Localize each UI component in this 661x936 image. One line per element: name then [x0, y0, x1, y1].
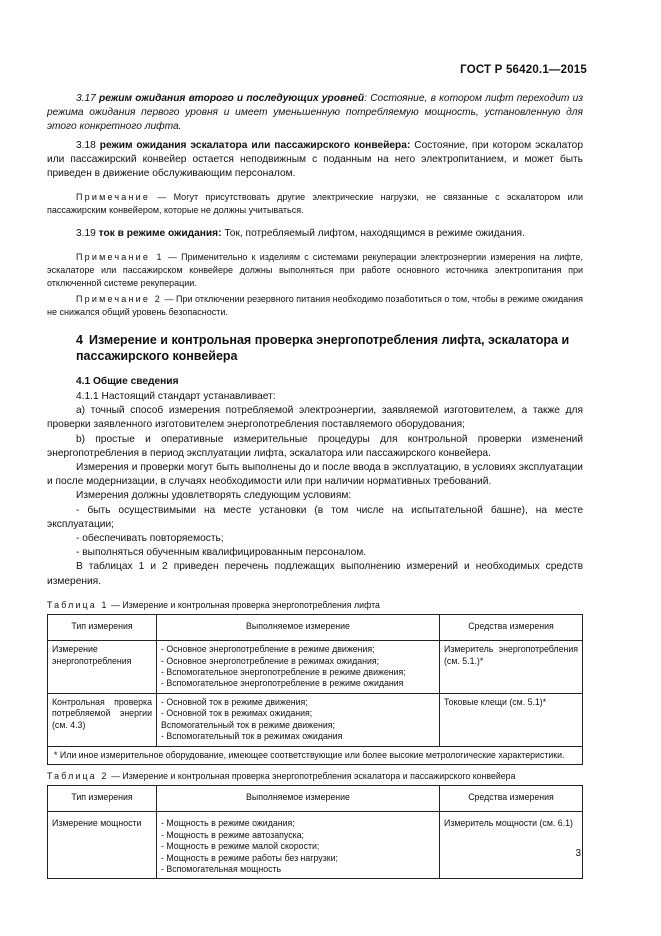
cell-line: - Основное энергопотребление в режиме движения; — [161, 644, 375, 655]
list-item-personnel: - выполняться обученным квалифицированным персоналом. — [76, 547, 367, 559]
list-item-repeatable: - обеспечивать повторяемость; — [76, 533, 224, 545]
def-text: Ток, потребляемый лифтом, находящимся в режиме ожидания. — [221, 227, 525, 239]
table-header-cell: Тип измерения — [48, 614, 157, 640]
note-3-18 — [47, 191, 583, 217]
standard-header: ГОСТ Р 56420.1—2015 — [460, 64, 587, 76]
paragraph-requirements: Измерения должны удовлетворять следующим условиям: — [76, 490, 352, 502]
list-item-feasible: - быть осуществимыми на месте установки (в том числе на испытательной башне), на месте эксплуатации; — [47, 504, 583, 530]
cell-line: Вспомогательный ток в режиме движения; — [161, 719, 335, 730]
cell-line: - Мощность в режиме малой скорости; — [161, 841, 320, 852]
note-text: — При отключении резервного питания необходимо позаботиться о том, чтобы в режиме ожидания не снижался общий уровень безопасности. — [47, 294, 583, 318]
note-label: Примечание 1 — [76, 252, 164, 263]
table-caption-text: — Измерение и контрольная проверка энергопотребления эскалатора и пассажирского конвейера — [108, 770, 516, 781]
note-label: Примечание 2 — [76, 294, 163, 305]
definition-3-18 — [47, 139, 583, 182]
table-cell: Токовые клещи (см. 5.1)* — [440, 693, 583, 746]
def-term: режим ожидания эскалатора или пассажирского конвейера: — [99, 139, 411, 151]
table-cell: Измеритель мощности (см. 6.1) — [440, 812, 583, 879]
page-content — [47, 92, 583, 879]
table-2 — [47, 785, 583, 879]
definition-3-17 — [47, 92, 583, 135]
table-cell: Измеритель энергопотребления (см. 5.1.)* — [440, 641, 583, 694]
def-term: режим ожидания второго и последующих уровней — [99, 93, 365, 104]
paragraph-conditions-intro: Измерения и проверки могут быть выполнены до и после ввода в эксплуатацию, в условиях эксплуатации и после модернизации, в случаях необходимости или при наличии нормативных требований. — [47, 462, 583, 488]
table-row — [48, 641, 583, 694]
table-caption-text: — Измерение и контрольная проверка энергопотребления лифта — [108, 599, 380, 610]
note-text: — Могут присутствовать другие электрические нагрузки, не связанные с эскалатором или пассажирским конвейером, которые не должны учитываться. — [47, 192, 583, 216]
paragraph-item-a: а) точный способ измерения потребляемой электроэнергии, заявляемой изготовителем, а также для проверки заявленного изготовителем энергопотребления поставляемого оборудования; — [47, 405, 583, 431]
page-number: 3 — [575, 848, 581, 859]
def-term: ток в режиме ожидания: — [98, 227, 222, 239]
table-1-caption — [47, 599, 583, 611]
section-number: 4 — [76, 333, 83, 347]
cell-line: - Основной ток в режиме движения; — [161, 696, 308, 707]
cell-line: - Мощность в режиме автозапуска; — [161, 829, 304, 840]
table-header-cell: Средства измерения — [440, 785, 583, 811]
table-label: Таблица 1 — [47, 599, 109, 610]
table-header-cell: Выполняемое измерение — [157, 785, 440, 811]
table-header-cell: Тип измерения — [48, 785, 157, 811]
table-1 — [47, 614, 583, 765]
note-3-19-2 — [47, 293, 583, 319]
subsection-4-1-heading: 4.1 Общие сведения — [76, 376, 179, 387]
cell-line: - Вспомогательный ток в режимах ожидания — [161, 731, 343, 742]
note-label: Примечание — [76, 192, 151, 203]
def-text: Состояние, при котором эскалатор или пассажирский конвейер остается неподвижным с поданным на него электропитанием, и может быть приведен в движение обслуживающим персоналом. — [47, 139, 583, 180]
table-cell — [157, 812, 440, 879]
section-4-heading — [47, 332, 583, 364]
table-row — [48, 812, 583, 879]
table-footnote-row — [48, 746, 583, 764]
paragraph-item-b: b) простые и оперативные измерительные процедуры для контрольной проверки изменений энергопотребления в период эксплуатации лифта, эскалатора или пассажирского конвейера. — [47, 433, 583, 459]
cell-line: - Вспомогательная мощность — [161, 863, 282, 874]
def-number: 3.18 — [76, 139, 96, 151]
table-cell: Измерение мощности — [48, 812, 157, 879]
paragraph-4-1-1: 4.1.1 Настоящий стандарт устанавливает: — [76, 391, 276, 402]
def-number: 3.17 — [76, 93, 96, 104]
cell-line: - Вспомогательное энергопотребление в режиме ожидания — [161, 678, 404, 689]
note-3-19-1 — [47, 251, 583, 289]
cell-line: - Основной ток в режимах ожидания; — [161, 708, 313, 719]
table-header-row — [48, 614, 583, 640]
table-header-row — [48, 785, 583, 811]
table-cell — [157, 641, 440, 694]
table-cell: Измерение энергопотребления — [48, 641, 157, 694]
table-row — [48, 693, 583, 746]
table-label: Таблица 2 — [47, 770, 109, 781]
def-number: 3.19 — [76, 227, 96, 239]
table-cell — [157, 693, 440, 746]
note-text: — Применительно к изделиям с системами рекуперации электроэнергии измерения на лифте, эскалаторе или пассажирском конвейере должны выполняться при работе основного источника электропитания при отключенной системе рекуперации. — [47, 252, 584, 288]
table-cell: Контрольная проверка потребляемой энергии (см. 4.3) — [48, 693, 157, 746]
definition-3-19 — [47, 227, 583, 241]
cell-line: - Вспомогательное энергопотребление в режиме движения; — [161, 667, 406, 678]
table-2-caption — [47, 770, 583, 782]
cell-line: - Мощность в режиме работы без нагрузки; — [161, 852, 338, 863]
cell-line: - Мощность в режиме ожидания; — [161, 818, 295, 829]
table-header-cell: Выполняемое измерение — [157, 614, 440, 640]
paragraph-tables-ref: В таблицах 1 и 2 приведен перечень подлежащих выполнению измерений и необходимых средств измерения. — [47, 561, 583, 587]
table-footnote: * Или иное измерительное оборудование, имеющее соответствующие или более высокие метрологические характеристики. — [48, 746, 583, 764]
cell-line: - Основное энергопотребление в режимах ожидания; — [161, 655, 380, 666]
table-header-cell: Средства измерения — [440, 614, 583, 640]
section-title: Измерение и контрольная проверка энергопотребления лифта, эскалатора и пассажирского конвейера — [76, 333, 570, 363]
def-text: : Состояние, в котором лифт переходит из режима ожидания первого уровня и имеет уменьшенную потребляемую мощность, установленную для этого конкретного лифта. — [47, 93, 583, 133]
